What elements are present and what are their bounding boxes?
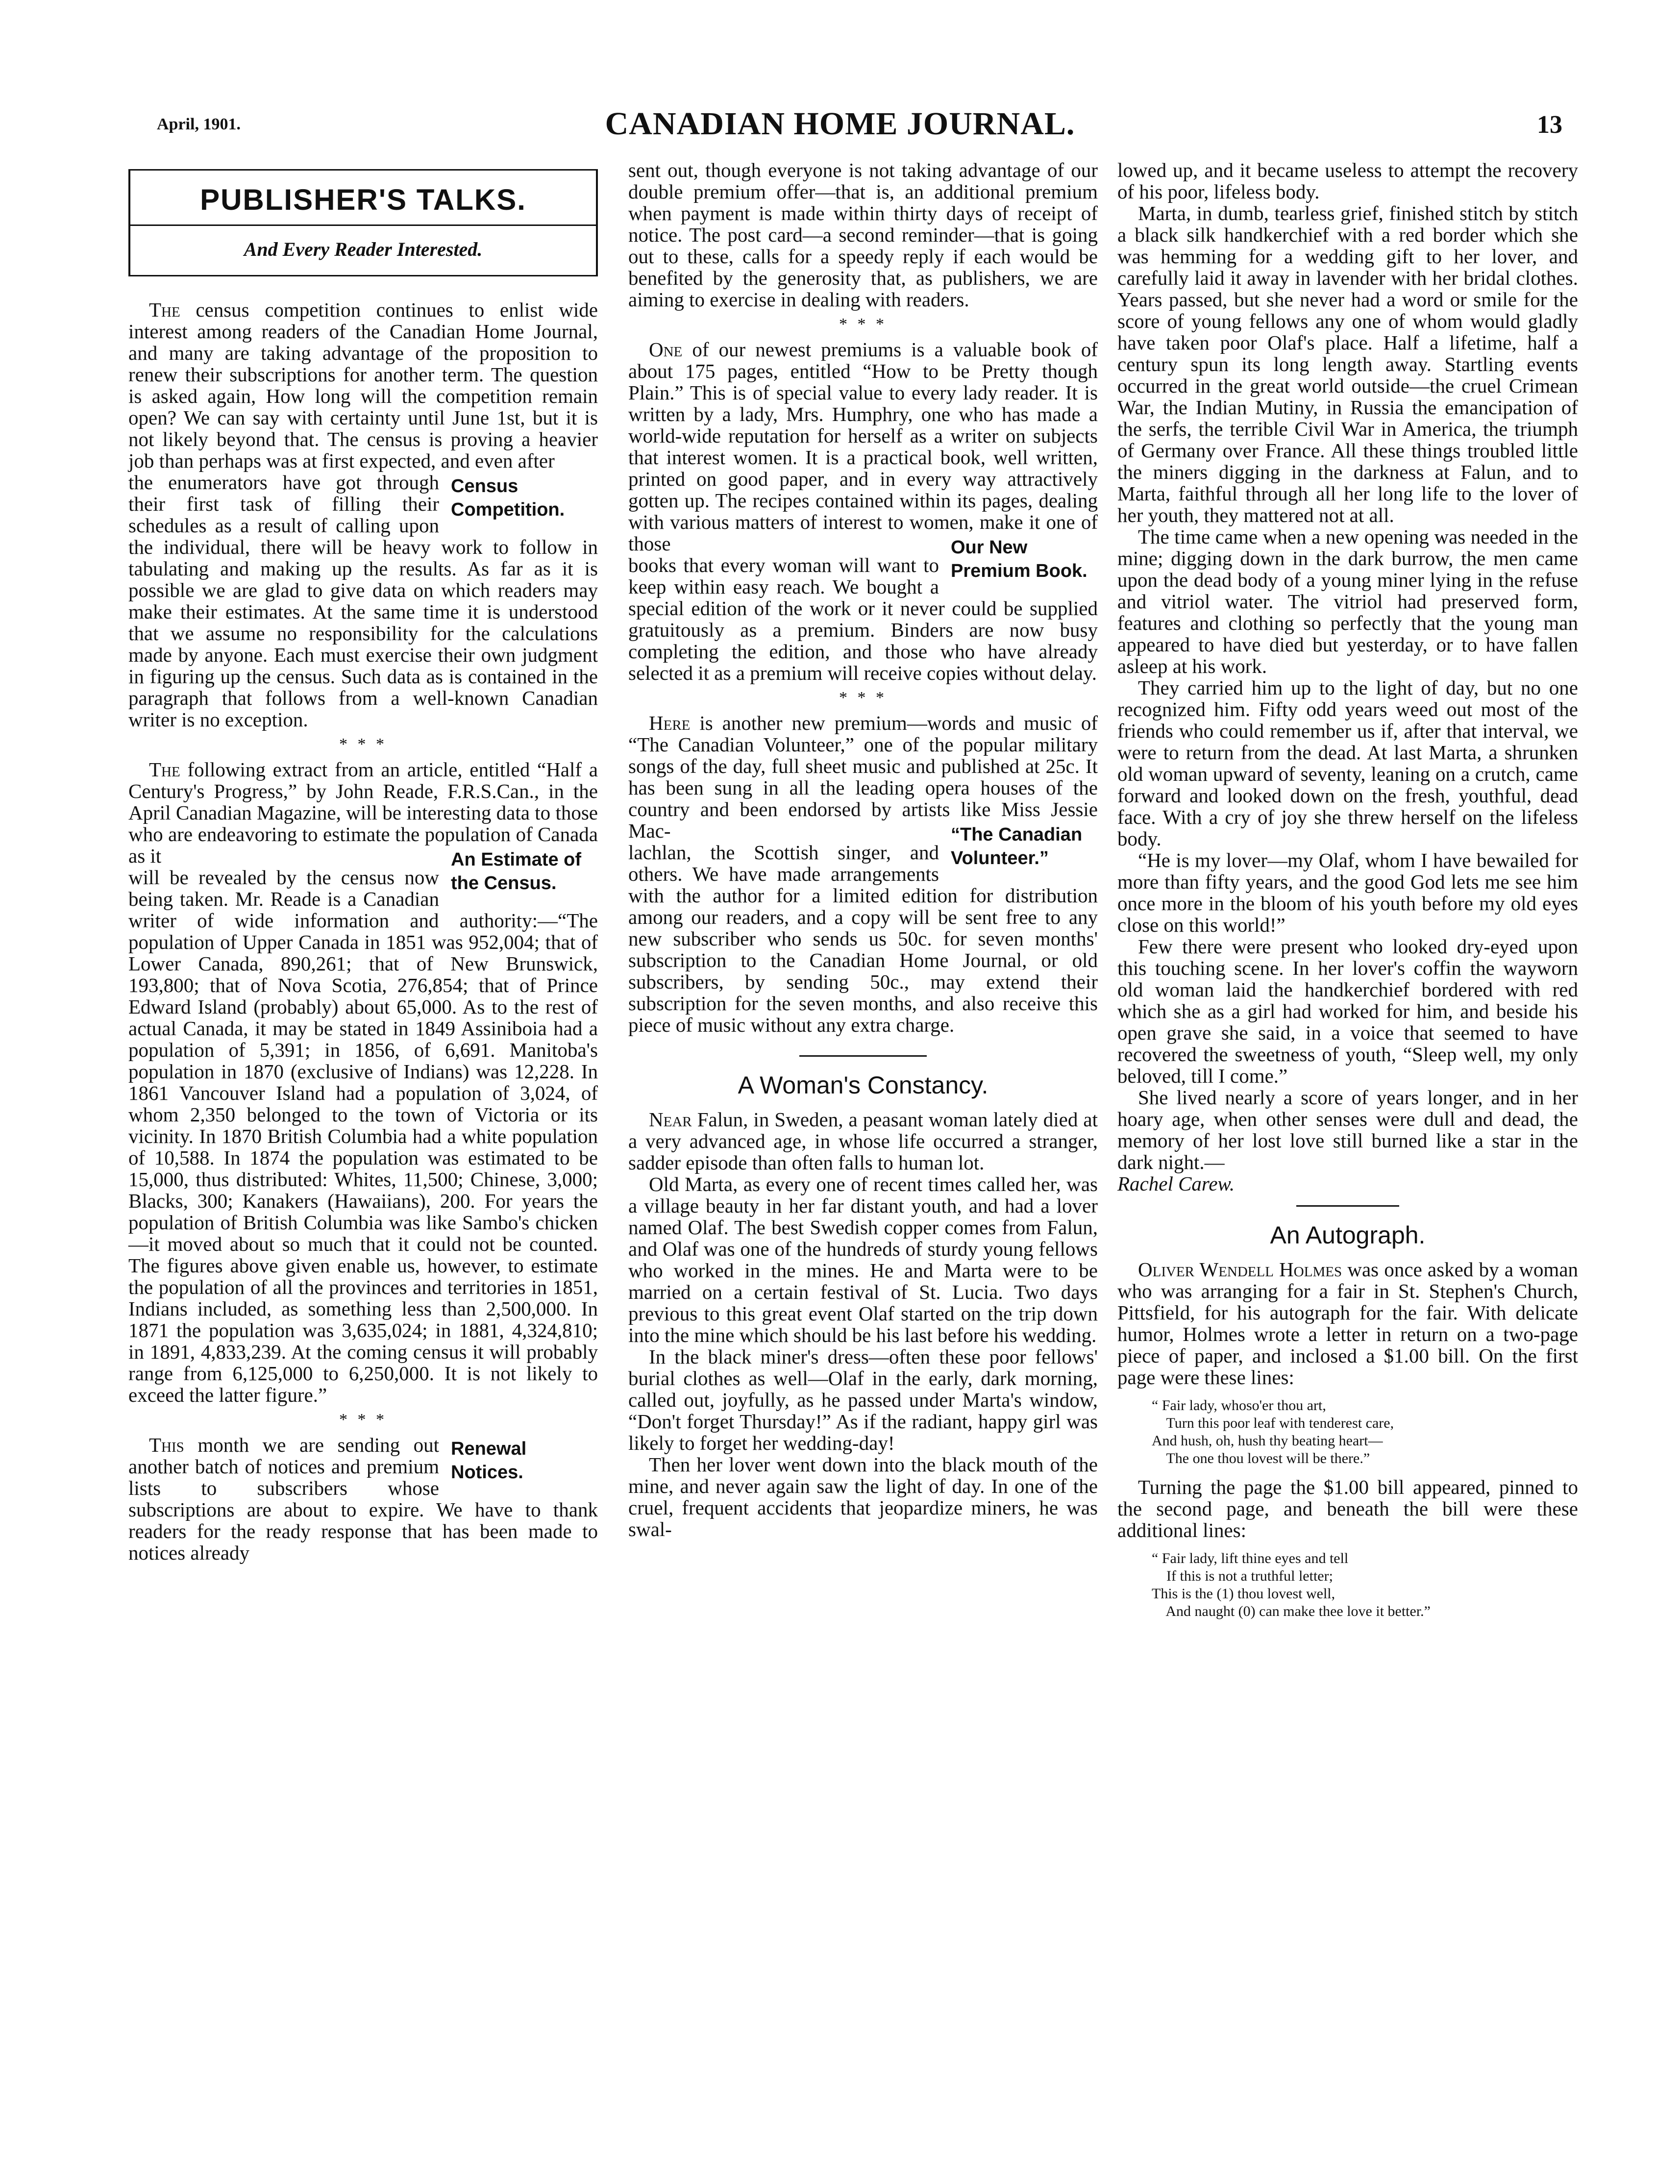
autograph-text-1: was once asked by a woman who was arranging for a fair in St. Stephen's Church, Pittsfield, for his autograph for the fair. With delicate humor, Holmes wrote a letter in return on a two-page piece of paper, and inclosed a $1.00 bill. On the first page were these lines: — [1117, 1258, 1579, 1389]
estimate-sidehead: An Estimate of the Census. — [451, 849, 582, 893]
poem-line: And hush, oh, hush thy beating heart— — [1152, 1433, 1383, 1449]
section-rule — [1296, 1205, 1399, 1207]
estimate-paragraph — [128, 758, 598, 893]
premium-lead-word: One — [649, 338, 683, 361]
renewal-paragraph — [128, 1434, 598, 1564]
section-separator: * * * — [339, 1411, 387, 1429]
autograph-poem-1 — [1152, 1397, 1578, 1467]
column-3 — [1117, 159, 1578, 1629]
premium-paragraph — [628, 338, 1098, 581]
section-rule — [799, 1055, 927, 1057]
poem-line: This is the (1) thou lovest well, — [1152, 1586, 1335, 1602]
volunteer-paragraph — [628, 712, 1098, 869]
constancy-author: Rachel Carew. — [1117, 1172, 1235, 1195]
publishers-talks-box — [128, 169, 598, 276]
publishers-talks-subtitle: And Every Reader Interested. — [244, 238, 483, 260]
constancy-lead-word: Near — [649, 1108, 692, 1131]
constancy-paragraph-5: lowed up, and it became useless to attempt the recovery of his poor, lifeless body. — [1117, 159, 1578, 203]
volunteer-lead-word: Here — [649, 712, 691, 734]
premium-sidehead: Our New Premium Book. — [951, 537, 1087, 581]
census-paragraph — [128, 298, 598, 520]
poem-line: And naught (0) can make thee love it better.” — [1152, 1603, 1431, 1619]
poem-line: “ Fair lady, lift thine eyes and tell — [1152, 1550, 1349, 1566]
column-1 — [128, 159, 598, 1564]
volunteer-text-a: is another new premium—words and music of “The Canadian Volunteer,” one of the popular military songs of the day, full sheet music and published at 25c. It has been sung in all the leading opera houses of the country and been endorsed by artists like Miss Jessie Mac- — [628, 712, 1098, 842]
constancy-paragraph-9: “He is my lover—my Olaf, whom I have bewailed for more than fifty years, and the good God lets me see him once more in the bloom of his youth before my old eyes close on this world!” — [1117, 849, 1578, 936]
page-header — [0, 105, 1680, 145]
section-separator: * * * — [839, 689, 887, 707]
constancy-paragraph-2: Old Marta, as every one of recent times called her, was a village beauty in her far distant youth, and had a lover named Olaf. The best Swedish copper comes from Falun, and Olaf was one of the hundreds of sturdy young fellows who worked in the mines. He and Marta were to be married on a certain festival of St. Lucia. Two days previous to this great event Olaf started on the trip down into the mine which should be his last before his wedding. — [628, 1173, 1098, 1346]
renewal-sidehead: Renewal Notices. — [451, 1439, 527, 1483]
poem-line: If this is not a truthful letter; — [1152, 1568, 1333, 1584]
estimate-text-a: following extract from an article, entitled “Half a Century's Progress,” by John Reade, F.R.S.Can., in the April Canadian Magazine, will be interesting data to those who are endeavoring to estimate the population of Canada as it — [128, 758, 598, 867]
constancy-paragraph-11 — [1117, 1087, 1578, 1173]
census-text-b: the enumerators have got through their first task of filling their schedules as a result of calling upon the individual, there will be heavy work to follow in tabulating and making up the results. As far as it is possible we are glad to give data on which readers may make their estimates. At the same time it is understood that we assume no responsibility for the calculations made by anyone. Each must exercise their own judgment in figuring up the census. Such data as is contained in the paragraph that follows from a well-known Canadian writer is no exception. — [128, 471, 598, 731]
issue-date: April, 1901. — [157, 115, 241, 133]
renewal-continued: sent out, though everyone is not taking advantage of our double premium offer—that is, an additional premium when payment is made within thirty days of receipt of notice. The post card—a second reminder—that is going out to these, calls for a speedy reply if each would be benefited by the generosity that, as publishers, we are aiming to exercise in dealing with readers. — [628, 159, 1098, 311]
page-number: 13 — [1537, 111, 1562, 139]
census-lead-word: The — [149, 298, 180, 321]
column-2 — [628, 159, 1098, 1540]
autograph-title: An Autograph. — [1270, 1221, 1426, 1249]
premium-text-b: books that every woman will want to keep within easy reach. We bought a special edition of the work or it never could be supplied gratuitously as a premium. Binders are now busy completing the edition, and those who have already selected it as a premium will receive copies without delay. — [628, 554, 1098, 684]
poem-line: Turn this poor leaf with tenderest care, — [1152, 1415, 1394, 1431]
constancy-title: A Woman's Constancy. — [738, 1071, 988, 1099]
constancy-paragraph-1 — [628, 1109, 1098, 1173]
section-separator: * * * — [339, 735, 387, 753]
constancy-paragraph-4: Then her lover went down into the black mouth of the mine, and never again saw the light of day. In one of the cruel, frequent accidents that jeopardize miners, he was swal- — [628, 1453, 1098, 1540]
constancy-paragraph-7: The time came when a new opening was needed in the mine; digging down in the dark burrow, the men came upon the dead body of a young miner lying in the refuse and vitriol water. The vitriol had preserved form, features and clothing so perfectly that the young man appeared to have died but yesterday, or to have fallen asleep at his work. — [1117, 525, 1578, 677]
poem-line: “ Fair lady, whoso'er thou art, — [1152, 1397, 1326, 1414]
autograph-lead-word: Oliver Wendell Holmes — [1138, 1258, 1342, 1281]
constancy-paragraph-8: They carried him up to the light of day, but no one recognized him. Fifty odd years weed out most of the friends who could remember us if, after that interval, we were to return from the dead. At last Marta, a shrunken old woman upward of seventy, leaning on a crutch, came forward and looked down on the fresh, youthful, dead face. With a cry of joy she threw herself on the lifeless body. — [1117, 676, 1578, 850]
constancy-text-1: Falun, in Sweden, a peasant woman lately died at a very advanced age, in whose life occurred a stranger, sadder episode than often falls to human lot. — [628, 1108, 1098, 1174]
autograph-paragraph-1 — [1117, 1259, 1578, 1388]
journal-title: CANADIAN HOME JOURNAL. — [605, 106, 1075, 142]
constancy-paragraph-6: Marta, in dumb, tearless grief, finished stitch by stitch a black silk handkerchief with a red border which she was hemming for a wedding gift to her lover, and carefully laid it away in lavender with her bridal clothes. Years passed, but she never had a word or smile for the score of young fellows any one of whom would gladly have taken poor Olaf's place. Half a lifetime, half a century spun its long length away. Startling events occurred in the great world outside—the cruel Crimean War, the Indian Mutiny, in Russia the emancipation of the serfs, the terrible Civil War in America, the triumph of Germany over France. All these things troubled little the miners digging in the darkness at Falun, and to Marta, faithful through all her long life to the lover of her youth, they mattered not at all. — [1117, 202, 1578, 526]
census-sidehead: Census Competition. — [451, 476, 565, 520]
volunteer-text-b: lachlan, the Scottish singer, and others. We have made arrangements with the author for a limited edition for distribution among our readers, and a copy will be sent free to any new subscriber who sends us 50c. for seven months' subscription to the Canadian Home Journal, or old subscribers, by sending 50c., may extend their subscription for the seven months, and also receive this piece of music without any extra charge. — [628, 841, 1098, 1036]
autograph-poem-2 — [1152, 1550, 1578, 1620]
renewal-lead-word: This — [149, 1434, 184, 1456]
premium-text-a: of our newest premiums is a valuable book of about 175 pages, entitled “How to be Pretty though Plain.” This is of special value to every lady reader. It is written by a lady, Mrs. Humphry, one who has made a world-wide reputation for herself as a writer on subjects that interest women. It is a practical book, well written, printed on good paper, and in every way attractively gotten up. The recipes contained within its pages, dealing with various matters of interest to women, make it one of those — [628, 338, 1098, 555]
constancy-paragraph-3: In the black miner's dress—often these poor fellows' burial clothes as well—Olaf in the early, dark morning, called out, joyfully, as he passed under Marta's window, “Don't forget Thursday!” As if the radiant, happy girl was likely to forget her wedding-day! — [628, 1345, 1098, 1454]
volunteer-sidehead: “The Canadian Volunteer.” — [951, 824, 1083, 869]
estimate-text-b: will be revealed by the census now being taken. Mr. Reade is a Canadian writer of wide information and authority:—“The population of Upper Canada in 1851 was 952,004; that of Lower Canada, 890,261; that of New Brunswick, 193,800; that of Nova Scotia, 276,854; that of Prince Edward Island (probably) about 65,000. As to the rest of actual Canada, it may be stated in 1849 Assiniboia had a population of 5,391; in 1856, of 6,691. Manitoba's population in 1870 (exclusive of Indians) was 12,228. In 1861 Vancouver Island had a population of 3,024, of whom 2,350 belonged to the town of Victoria or its vicinity. In 1870 British Columbia had a white population of 10,588. In 1874 the population was estimated to be 15,000, thus distributed: Whites, 11,500; Chinese, 3,000; Blacks, 300; Kanakers (Hawaiians), 200. For years the population of British Columbia was like Sambo's chicken—it moved about so much that it could not be counted. The figures above given enable us, however, to estimate the population of all the provinces and territories in 1851, Indians included, as something less than 2,500,000. In 1871 the population was 3,635,024; in 1881, 4,324,810; in 1891, 4,833,239. At the coming census it will probably range from 6,125,000 to 6,250,000. It is not likely to exceed the latter figure.” — [128, 866, 598, 1406]
publishers-talks-title: PUBLISHER'S TALKS. — [130, 171, 596, 226]
poem-line: The one thou lovest will be there.” — [1152, 1450, 1370, 1466]
census-text-a: census competition continues to enlist wide interest among readers of the Canadian Home Journal, and many are taking advantage of the proposition to renew their subscriptions for another term. The question is asked again, How long will the competition remain open? We can say with certainty until June 1st, but it is not likely beyond that. The census is proving a heavier job than perhaps was at first expected, and even after — [128, 298, 598, 472]
autograph-paragraph-2: Turning the page the $1.00 bill appeared, pinned to the second page, and beneath the bill were these additional lines: — [1117, 1476, 1578, 1541]
renewal-text: month we are sending out another batch of notices and premium lists to subscribers whose subscriptions are about to expire. We have to thank readers for the ready response that has been made to notices already — [128, 1434, 598, 1564]
constancy-text-11: She lived nearly a score of years longer, and in her hoary age, when other senses were dull and dead, the memory of her lost love still burned like a star in the dark night.— — [1117, 1086, 1578, 1173]
section-separator: * * * — [839, 315, 887, 333]
constancy-paragraph-10: Few there were present who looked dry-eyed upon this touching scene. In her lover's coffin the wayworn old woman laid the handkerchief bordered with red which she as a girl had worked for him, and beside his open grave she said, in a voice that seemed to have recovered the sweetness of youth, “Sleep well, my only beloved, till I come.” — [1117, 935, 1578, 1087]
estimate-lead-word: The — [149, 758, 180, 781]
